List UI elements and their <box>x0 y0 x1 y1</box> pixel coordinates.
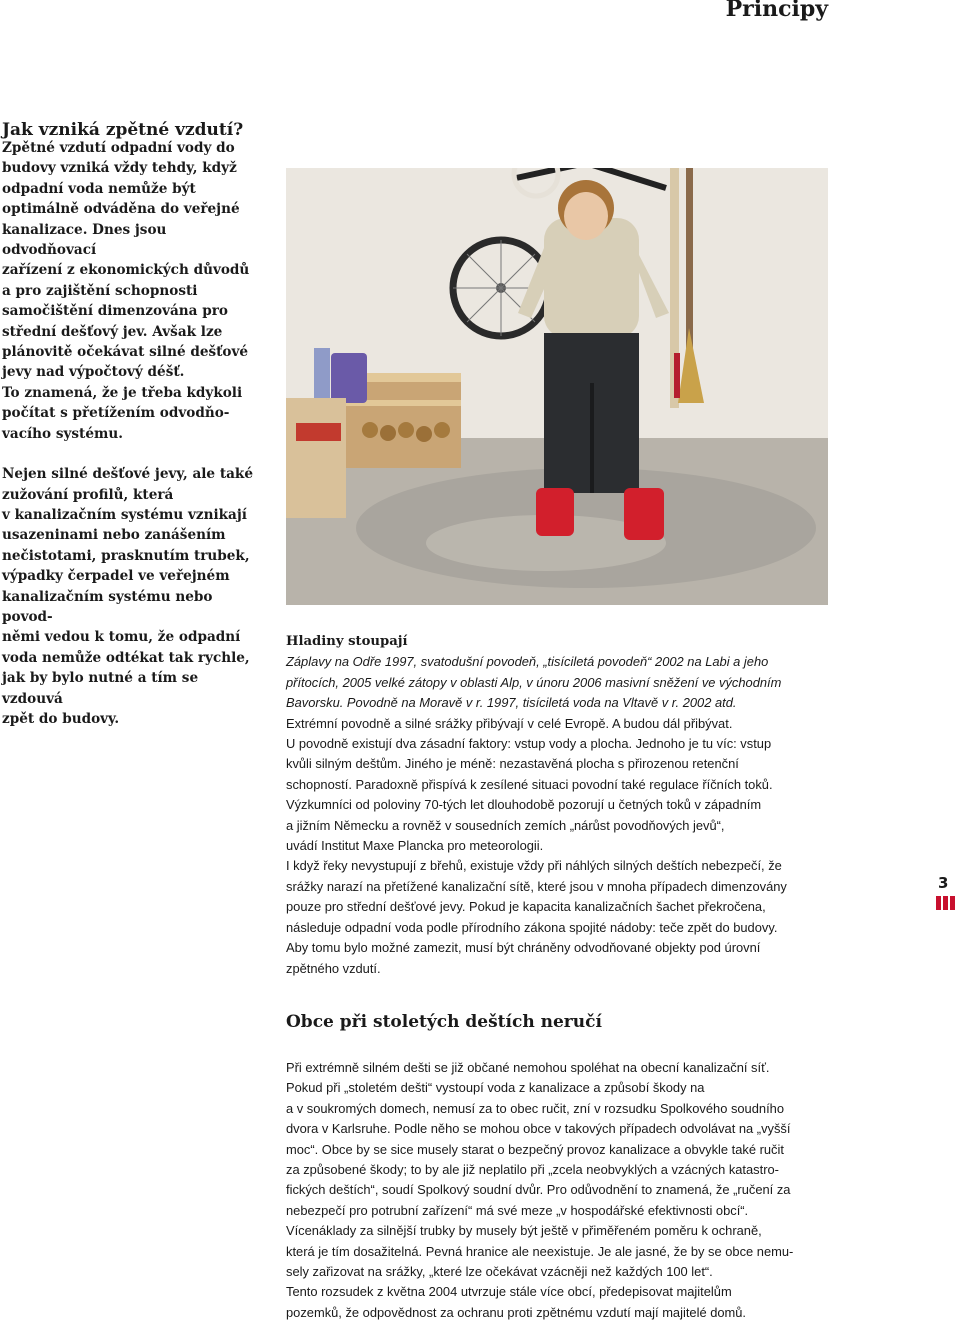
text-line: jevy nad výpočtový déšť. <box>2 364 185 381</box>
text-line: která je tím dosažitelná. Pevná hranice ale neexistuje. Je ale jasné, že by se obce nemu- <box>286 1243 794 1259</box>
liability-section <box>286 1058 826 1323</box>
text-line: I když řeky nevystupují z břehů, existuje vždy při náhlých silných deštích nebezpečí, že <box>286 858 782 874</box>
header-title: Principy <box>725 0 828 22</box>
text-line: pozemků, že odpovědnost za ochranu proti zpětnému vzdutí mají majitelé domů. <box>286 1304 747 1320</box>
text-line: dvora v Karlsruhe. Podle něho se mohou obce v takových případech odvolávat na „vyšší <box>286 1121 791 1137</box>
text-line: odpadní voda nemůže být <box>2 180 196 197</box>
text-line: Zpětné vzdutí odpadní vody do <box>2 140 235 156</box>
text-line: schopností. Paradoxně přispívá k zesílené situaci povodní také regulace říčních toků. <box>286 776 773 792</box>
text-line: a jižním Německu a rovněž v sousedních zemích „nárůst povodňových jevů“, <box>286 817 725 833</box>
text-line: pouze pro střední dešťové jevy. Pokud je kapacita kanalizačních šachet překročena, <box>286 899 766 915</box>
text-line: uvádí Institut Maxe Plancka pro meteorologii. <box>286 838 544 854</box>
text-line: následuje odpadní voda podle přírodního zákona spojité nádoby: teče zpět do budovy. <box>286 919 778 935</box>
text-line: zpět do budovy. <box>2 710 120 727</box>
intro-paragraph-2 <box>2 464 262 729</box>
text-line: Tento rozsudek z května 2004 utvrzuje stále více obcí, předepisovat majitelům <box>286 1284 732 1300</box>
text-line: Výzkumníci od poloviny 70-tých let dlouhodobě pozorují u četných toků v západním <box>286 797 762 813</box>
text-line: kvůli silným deštům. Jiného je méně: nezastavěná plocha s přirozenou retenční <box>286 756 739 772</box>
intro-paragraph-1 <box>2 138 262 444</box>
text-line: usazeninami nebo zanášením <box>2 527 226 544</box>
liability-body <box>286 1058 826 1323</box>
flood-lead <box>286 652 826 713</box>
text-line: Záplavy na Odře 1997, svatodušní povodeň, „tisíciletá povodeň“ 2002 na Labi a jeho <box>286 654 769 670</box>
text-line: přítocích, 2005 velké zátopy v oblasti Alp, v únoru 2006 masivní sněžení ve východním <box>286 674 782 690</box>
text-line: fických deštích“, soudí Spolkový soudní dvůr. Pro odůvodnění to znamená, že „ručení za <box>286 1182 791 1198</box>
text-line: U povodně existují dva zásadní faktory: vstup vody a plocha. Jednoho je tu víc: vstup <box>286 736 772 752</box>
text-line: nebezpečí pro potrubní zařízení“ má své meze „v hospodářské efektivnosti obcí“. <box>286 1202 749 1218</box>
text-line: zpětného vzdutí. <box>286 960 381 976</box>
intro-text <box>2 138 262 729</box>
flood-body <box>286 714 826 979</box>
liability-heading: Obce při stoletých deštích neručí <box>286 1012 602 1032</box>
text-line: výpadky čerpadel ve veřejném <box>2 568 230 585</box>
text-line: Extrémní povodně a silné srážky přibývají v celé Evropě. A budou dál přibývat. <box>286 715 733 731</box>
text-line: a pro zajištění schopnosti <box>2 282 198 299</box>
text-line: srážky narazí na přetížené kanalizační sítě, které jsou v mnoha případech dimenzovány <box>286 878 787 894</box>
text-line: kanalizace. Dnes jsou odvodňovací <box>2 221 167 259</box>
text-line: voda nemůže odtékat tak rychle, <box>2 649 250 666</box>
text-line: Aby tomu bylo možné zamezit, musí být chráněny odvodňované objekty pod úrovní <box>286 940 761 956</box>
text-line: jak by bylo nutné a tím se vzdouvá <box>2 670 199 707</box>
text-line: a v soukromých domech, nemusí za to obec ručit, zní v rozsudku Spolkového soudního <box>286 1100 784 1116</box>
text-line: To znamená, že je třeba kdykoli <box>2 384 243 401</box>
text-line: Bavorsku. Povodně na Moravě v r. 1997, tisíciletá voda na Vltavě v r. 2002 atd. <box>286 695 737 711</box>
intro-heading: Jak vzniká zpětné vzdutí? <box>2 120 244 140</box>
text-line: střední dešťový jev. Avšak lze <box>2 323 223 340</box>
text-line: kanalizačním systému nebo povod- <box>2 588 213 625</box>
text-line: Nejen silné dešťové jevy, ale také <box>2 466 253 483</box>
photo-child-flooded-basement <box>286 168 828 605</box>
text-line: Při extrémně silném dešti se již občané nemohou spoléhat na obecní kanalizační síť. <box>286 1060 770 1075</box>
text-line: počítat s přetížením odvodňo- <box>2 405 230 422</box>
text-line: optimálně odváděna do veřejné <box>2 201 240 218</box>
text-line: zužování profilů, která <box>2 486 174 503</box>
page-marker-bars <box>936 896 955 910</box>
marker-bar <box>950 896 955 910</box>
marker-bar <box>936 896 941 910</box>
page-number: 3 <box>938 874 949 892</box>
text-line: Pokud při „stoletém dešti“ vystoupí voda z kanalizace a způsobí škody na <box>286 1080 705 1096</box>
flood-subheading: Hladiny stoupají <box>286 634 408 649</box>
text-line: zařízení z ekonomických důvodů <box>2 262 250 279</box>
text-line: v kanalizačním systému vznikají <box>2 506 247 523</box>
text-line: nečistotami, prasknutím trubek, <box>2 547 250 564</box>
photo-illustration <box>286 168 828 605</box>
text-line: samočištění dimenzována pro <box>2 303 228 320</box>
marker-bar <box>943 896 948 910</box>
text-line: němi vedou k tomu, že odpadní <box>2 629 241 646</box>
text-line: Vícenáklady za silnější trubky by musely být ještě v přiměřeném poměru k ochraně, <box>286 1223 762 1239</box>
text-line: sely zařizovat na srážky, „které lze očekávat vzácněji než každých 100 let“. <box>286 1264 713 1280</box>
text-line: moc“. Obce by se sice musely starat o bezpečný provoz kanalizace a obvykle také ručit <box>286 1141 784 1157</box>
text-line: vacího systému. <box>2 425 123 442</box>
text-line: budovy vzniká vždy tehdy, když <box>2 160 237 177</box>
text-line: plánovitě očekávat silné dešťové <box>2 344 249 361</box>
text-line: za způsobené škody; to by ale již neplatilo při „zcela neobvyklých a vzácných katastro- <box>286 1162 779 1178</box>
flood-section <box>286 632 826 979</box>
